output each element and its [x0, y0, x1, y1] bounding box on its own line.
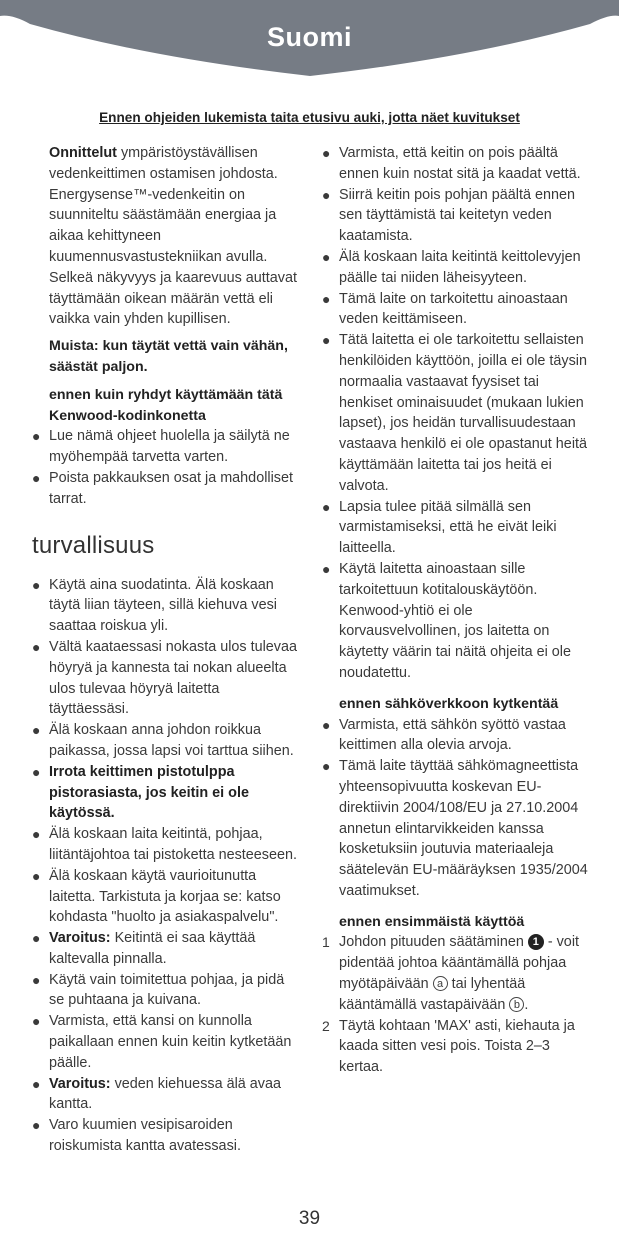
list-item: ● Irrota keittimen pistotulppa pistorasiasta, jos keitin ei ole käytössä.	[32, 763, 249, 822]
bullet-icon: ●	[322, 560, 331, 577]
bullet-icon: ●	[322, 716, 331, 733]
bullet-icon: ●	[32, 1013, 41, 1030]
before-use-list	[32, 426, 302, 509]
header-band	[0, 0, 619, 82]
bullet-icon: ●	[322, 332, 331, 349]
bullet-icon: ●	[322, 290, 331, 307]
bullet-icon: ●	[32, 1117, 41, 1134]
list-item: ● Varoitus: Keitintä ei saa käyttää kaltevalla pinnalla.	[32, 930, 256, 967]
list-item: ● Tämä laite täyttää sähkömagneettista yhteensopivuutta koskevan EU-direktiivin 2004/108/EU ja 27.10.2004 annetun elintarvikkeiden kanssa kosketuksiin joutuvia materiaaleja säätelevän EU-määräyksen 1935/2004 vaatimukset.	[322, 758, 588, 899]
bullet-icon: ●	[32, 469, 41, 486]
before-use-heading: ennen kuin ryhdyt käyttämään tätä Kenwood-kodinkonetta	[49, 386, 283, 424]
bullet-icon: ●	[32, 930, 41, 947]
step-number: 1	[322, 934, 330, 951]
step-item: 2 Täytä kohtaan 'MAX' asti, kiehauta ja kaada sitten vesi pois. Toista 2–3 kertaa.	[322, 1017, 575, 1076]
figure-ref-b: b	[509, 997, 524, 1012]
safety-title: turvallisuus	[32, 531, 155, 559]
list-item: ● Käytä aina suodatinta. Älä koskaan täytä liian täyteen, sillä kiehuva vesi saattaa roiskua yli.	[32, 576, 277, 635]
list-item: ● Siirrä keitin pois pohjan päältä ennen sen täyttämistä tai keitetyn veden kaatamista.	[322, 186, 576, 245]
intro-paragraph	[32, 143, 302, 330]
bullet-icon: ●	[32, 763, 41, 780]
list-item: ● Poista pakkauksen osat ja mahdolliset tarrat.	[32, 469, 293, 507]
list-item: ● Älä koskaan laita keitintä keittolevyjen päälle tai niiden läheisyyteen.	[322, 248, 581, 286]
bullet-icon: ●	[322, 186, 331, 203]
list-item: ● Tätä laitetta ei ole tarkoitettu sellaisten henkilöiden käyttöön, joilla ei ole täysin normaalia vastaavat fyysiset tai henkiset ominaisuudet (mukaan lukien lapset), jos heidän turvallisuudestaan vastaava henkilö ei ole opastanut heitä käyttämään laitetta tai jos heitä ei valvota.	[322, 332, 588, 494]
bullet-icon: ●	[32, 722, 41, 739]
list-item: ● Varmista, että sähkön syöttö vastaa keittimen alla olevia arvoja.	[322, 716, 566, 754]
first-use-heading: ennen ensimmäistä käyttöä	[339, 913, 525, 930]
list-item: ● Lue nämä ohjeet huolella ja säilytä ne myöhempää tarvetta varten.	[32, 428, 290, 466]
safety-list-left	[32, 575, 302, 1157]
page-subheading: Ennen ohjeiden lukemista taita etusivu auki, jotta näet kuvitukset	[99, 110, 520, 125]
list-item: ● Varmista, että kansi on kunnolla paikallaan ennen kuin keitin kytketään päälle.	[32, 1013, 292, 1071]
list-item: ● Lapsia tulee pitää silmällä sen varmistamiseksi, että he eivät leiki laitteella.	[322, 498, 557, 557]
first-use-steps	[322, 932, 594, 1078]
bullet-icon: ●	[322, 758, 331, 775]
safety-list-right	[322, 143, 594, 684]
list-item: ● Älä koskaan anna johdon roikkua paikassa, jossa lapsi voi tarttua siihen.	[32, 722, 294, 759]
bullet-icon: ●	[322, 145, 331, 161]
bullet-icon: ●	[32, 867, 41, 884]
intro-text: ympäristöystävällisen vedenkeittimen ostamisen johdosta. Energysense™-vedenkeitin on suunniteltu säästämään energiaa ja aikaa kehittyneen kuumennusvastustekniikan avulla. Selkeä näkyvyys ja kaarevuus auttavat täyttämään oikean määrän vettä eli vaikka vain yhden kupillisen.	[49, 145, 297, 328]
bullet-icon: ●	[32, 638, 41, 655]
step-item: 1 Johdon pituuden säätäminen 1 - voit pidentää johtoa kääntämällä pohjaa myötäpäivään a tai lyhentää kääntämällä vastapäivään b .	[322, 934, 580, 1013]
list-item: ● Vältä kaataessasi nokasta ulos tulevaa höyryä ja kannesta tai nokan alueelta ulos tulevaa höyryä laitetta täyttäessäsi.	[32, 638, 297, 718]
step-number: 2	[322, 1017, 330, 1034]
list-item: ● Älä koskaan laita keitintä, pohjaa, liitäntäjohtoa tai pistoketta nesteeseen.	[32, 826, 298, 863]
bullet-icon: ●	[32, 576, 41, 593]
intro-lead: Onnittelut	[49, 145, 117, 161]
right-column	[322, 143, 594, 1078]
list-item: ● Älä koskaan käytä vaurioitunutta laitetta. Tarkistuta ja korjaa se: katso kohdasta "huolto ja asiakaspalvelu".	[32, 867, 281, 926]
bullet-icon: ●	[322, 248, 331, 265]
bullet-icon: ●	[32, 1075, 41, 1092]
bullet-icon: ●	[322, 498, 331, 515]
left-column	[32, 143, 302, 1157]
mains-list	[322, 715, 594, 902]
list-item: ● Tämä laite on tarkoitettu ainoastaan veden keittämiseen.	[322, 290, 568, 328]
figure-ref-a: a	[433, 976, 448, 991]
list-item: ● Käytä laitetta ainoastaan sille tarkoitettuun kotitalouskäytöön. Kenwood-yhtiö ei ole korvausvelvollinen, jos laitetta on käytetty väärin tai näitä ohjeita ei ole noudatettu.	[322, 560, 571, 681]
bullet-icon: ●	[32, 826, 41, 843]
page-number: 39	[298, 1208, 321, 1229]
list-item: ● Varmista, että keitin on pois päältä ennen kuin nostat sitä ja kaadat vettä.	[322, 145, 581, 182]
figure-ref-1: 1	[528, 934, 544, 950]
list-item: ● Varoitus: veden kiehuessa älä avaa kantta.	[32, 1075, 281, 1113]
list-item: ● Varo kuumien vesipisaroiden roiskumista kantta avatessasi.	[32, 1117, 241, 1155]
language-title: Suomi	[266, 22, 352, 52]
bullet-icon: ●	[32, 428, 41, 445]
bullet-icon: ●	[32, 971, 41, 988]
list-item: ● Käytä vain toimitettua pohjaa, ja pidä se puhtaana ja kuivana.	[32, 971, 285, 1009]
remember-note: Muista: kun täytät vettä vain vähän, säästät paljon.	[49, 338, 288, 375]
mains-heading: ennen sähköverkkoon kytkentää	[339, 695, 559, 712]
